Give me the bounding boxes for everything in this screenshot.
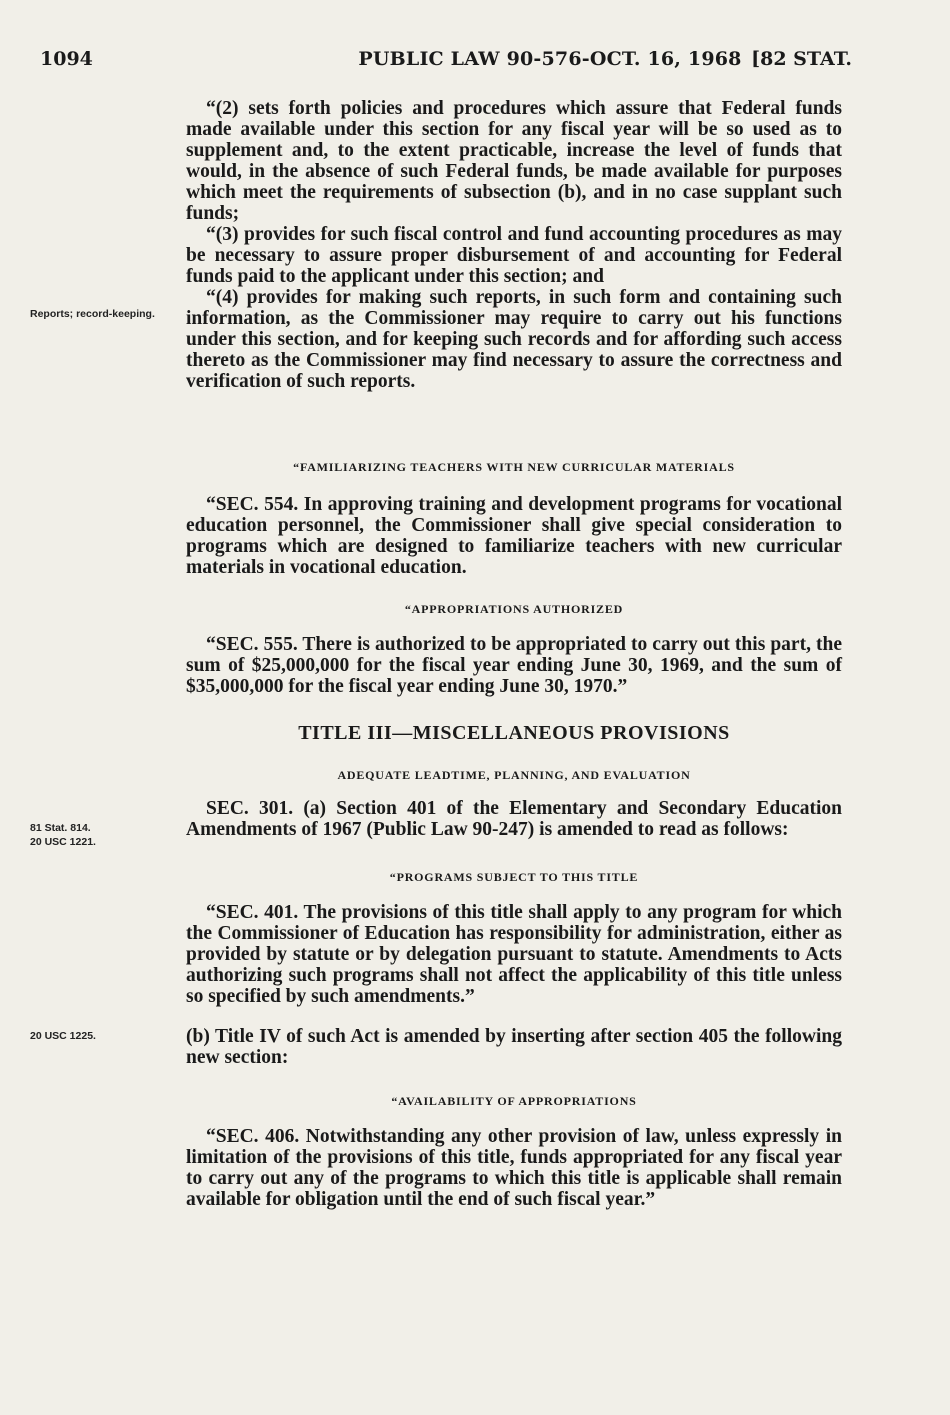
heading-availability: “AVAILABILITY OF APPROPRIATIONS	[391, 1094, 637, 1108]
section-401-text: “SEC. 401. The provisions of this title shall apply to any program for which the Commissioner of Education has responsibility for administration, either as provided by statute or by delegation pursuant to statute. Amendments to Acts authorizing such programs shall not affect the applicability of this title unless so specified by such amendments.”	[186, 902, 842, 1007]
section-406	[186, 1126, 842, 1210]
heading-familiarizing: “FAMILIARIZING TEACHERS WITH NEW CURRICULAR MATERIALS	[293, 460, 735, 474]
running-title: PUBLIC LAW 90-576-OCT. 16, 1968	[358, 48, 742, 70]
section-401	[186, 902, 842, 1007]
margin-note-reports: Reports; record-keeping.	[30, 308, 155, 320]
paragraph-3: “(3) provides for such fiscal control and fund accounting procedures as may be necessary to assure proper disbursement of and accounting for Federal funds paid to the applicant under this section; and	[186, 224, 842, 287]
margin-note-usc-1225: 20 USC 1225.	[30, 1030, 96, 1042]
paragraph-4: “(4) provides for making such reports, in such form and containing such information, as the Commissioner may require to carry out his functions under this section, and for keeping such records and for affording such access thereto as the Commissioner may find necessary to assure the correctness and verification of such reports.	[186, 287, 842, 392]
page-header	[40, 48, 852, 78]
title-iii-heading: TITLE III—MISCELLANEOUS PROVISIONS	[298, 722, 730, 744]
section-406-text: “SEC. 406. Notwithstanding any other provision of law, unless expressly in limitation of the provisions of this title, funds appropriated for any fiscal year to carry out any of the programs to which this title is applicable shall remain available for obligation until the end of such fiscal year.”	[186, 1126, 842, 1210]
section-301b-text: (b) Title IV of such Act is amended by inserting after section 405 the following new section:	[186, 1026, 842, 1068]
statute-reference: [82 STAT.	[751, 48, 852, 70]
section-555	[186, 634, 842, 697]
section-301	[186, 798, 842, 840]
margin-note-usc-1221: 20 USC 1221.	[30, 836, 96, 848]
page-number: 1094	[40, 48, 93, 70]
provisions-block	[186, 98, 842, 392]
section-301-text: SEC. 301. (a) Section 401 of the Elementary and Secondary Education Amendments of 1967 (Public Law 90-247) is amended to read as follows:	[186, 798, 842, 840]
margin-note-stat-814: 81 Stat. 814.	[30, 822, 91, 834]
paragraph-2: “(2) sets forth policies and procedures which assure that Federal funds made available under this section for any fiscal year will be so used as to supplement and, to the extent practicable, increase the level of funds that would, in the absence of such Federal funds, be made available for purposes which meet the requirements of subsection (b), and in no case supplant such funds;	[186, 98, 842, 224]
section-301b	[186, 1026, 842, 1068]
section-555-text: “SEC. 555. There is authorized to be appropriated to carry out this part, the sum of $25,000,000 for the fiscal year ending June 30, 1969, and the sum of $35,000,000 for the fiscal year ending June 30, 1970.”	[186, 634, 842, 697]
section-554	[186, 494, 842, 578]
heading-leadtime: ADEQUATE LEADTIME, PLANNING, AND EVALUATION	[337, 768, 691, 782]
section-554-text: “SEC. 554. In approving training and development programs for vocational education personnel, the Commissioner shall give special consideration to programs which are designed to familiarize teachers with new curricular materials in vocational education.	[186, 494, 842, 578]
heading-programs-subject: “PROGRAMS SUBJECT TO THIS TITLE	[389, 870, 639, 884]
heading-appropriations: “APPROPRIATIONS AUTHORIZED	[404, 602, 624, 616]
